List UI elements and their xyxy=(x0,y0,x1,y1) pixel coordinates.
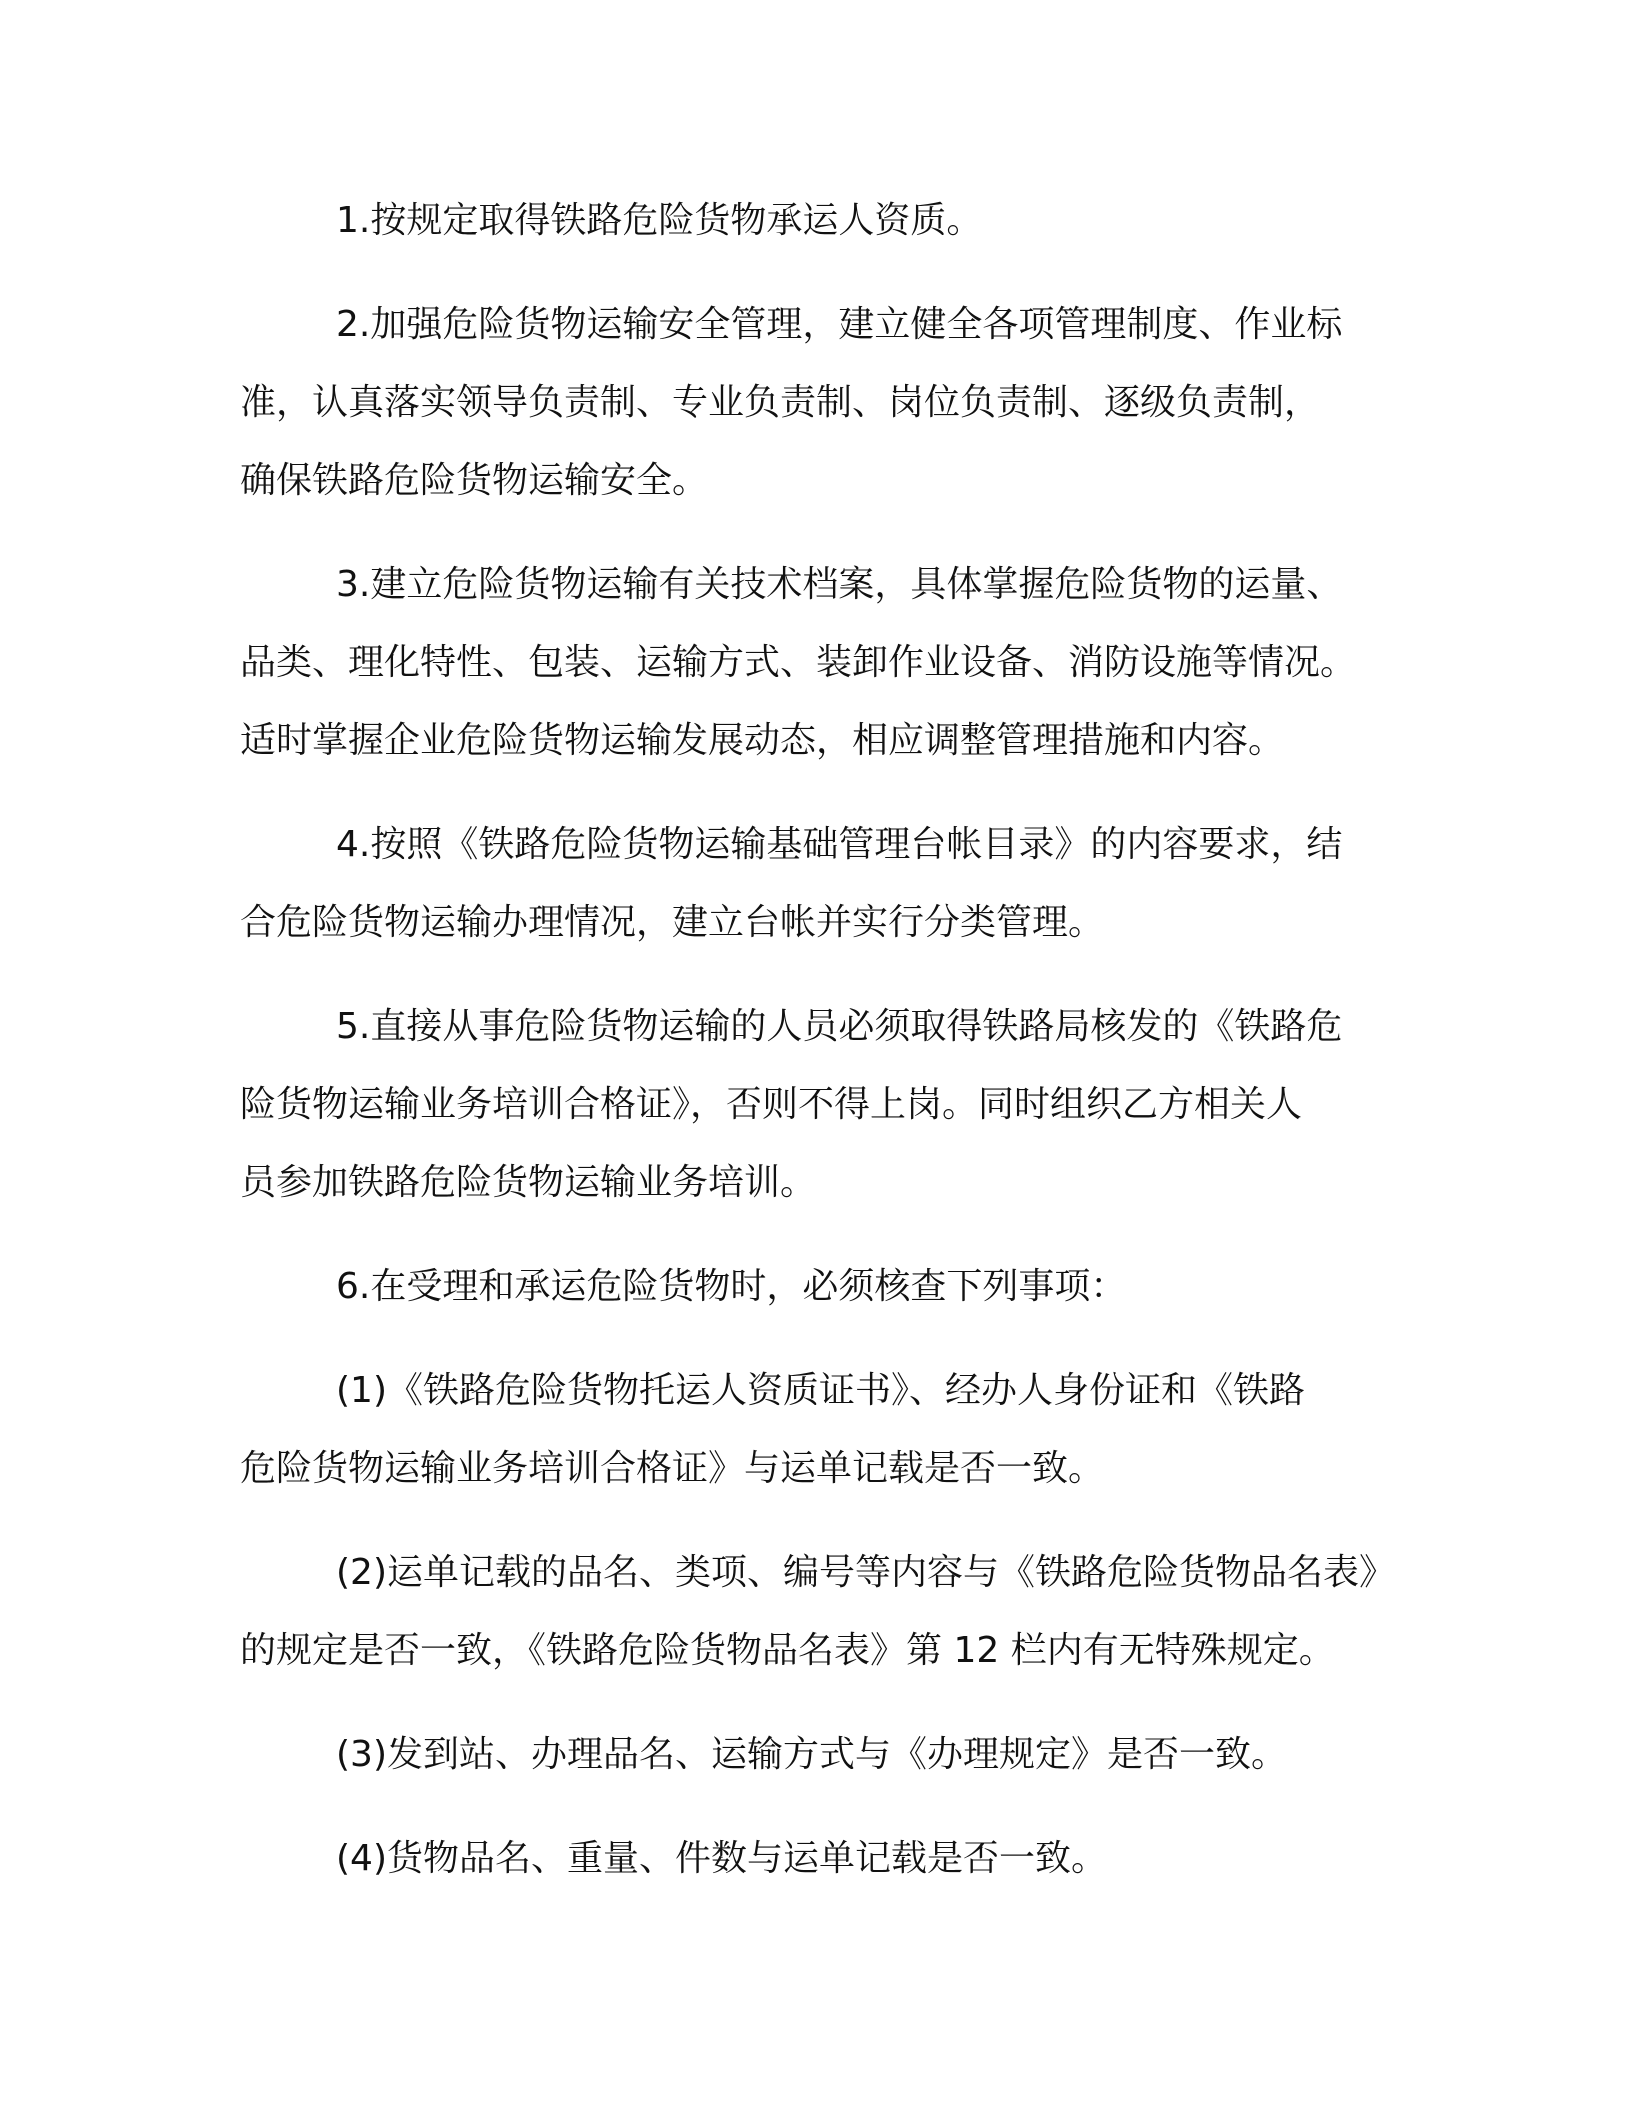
paragraph-line: (3)发到站、办理品名、运输方式与《办理规定》是否一致。 xyxy=(336,1734,1287,1775)
paragraph-line: 3.建立危险货物运输有关技术档案，具体掌握危险货物的运量、 xyxy=(336,564,1343,605)
paragraph-10 xyxy=(240,1820,1408,1898)
paragraph-line: 品类、理化特性、包装、运输方式、装卸作业设备、消防设施等情况。 xyxy=(240,642,1357,683)
paragraph-line: (1)《铁路危险货物托运人资质证书》、经办人身份证和《铁路 xyxy=(336,1370,1305,1411)
paragraph-line: 2.加强危险货物运输安全管理，建立健全各项管理制度、作业标 xyxy=(336,304,1343,345)
paragraph-9 xyxy=(240,1716,1408,1794)
paragraph-5 xyxy=(240,988,1408,1222)
paragraph-1 xyxy=(240,182,1408,260)
paragraph-4 xyxy=(240,806,1408,962)
paragraph-line: (2)运单记载的品名、类项、编号等内容与《铁路危险货物品名表》 xyxy=(336,1552,1395,1593)
paragraph-line: 5.直接从事危险货物运输的人员必须取得铁路局核发的《铁路危 xyxy=(336,1006,1343,1047)
paragraph-line: 6.在受理和承运危险货物时，必须核查下列事项： xyxy=(336,1266,1127,1307)
paragraph-line: 准，认真落实领导负责制、专业负责制、岗位负责制、逐级负责制， xyxy=(240,382,1321,423)
paragraph-line: (4)货物品名、重量、件数与运单记载是否一致。 xyxy=(336,1838,1107,1879)
paragraph-3 xyxy=(240,546,1408,780)
paragraph-6 xyxy=(240,1248,1408,1326)
paragraph-line: 危险货物运输业务培训合格证》与运单记载是否一致。 xyxy=(240,1448,1105,1489)
paragraph-line: 合危险货物运输办理情况，建立台帐并实行分类管理。 xyxy=(240,902,1105,943)
paragraph-line: 4.按照《铁路危险货物运输基础管理台帐目录》的内容要求，结 xyxy=(336,824,1343,865)
paragraph-2 xyxy=(240,286,1408,520)
paragraph-line: 的规定是否一致，《铁路危险货物品名表》第 12 栏内有无特殊规定。 xyxy=(240,1630,1335,1671)
paragraph-line: 员参加铁路危险货物运输业务培训。 xyxy=(240,1162,817,1203)
paragraph-7 xyxy=(240,1352,1408,1508)
paragraph-line: 1.按规定取得铁路危险货物承运人资质。 xyxy=(336,200,983,241)
paragraph-line: 适时掌握企业危险货物运输发展动态，相应调整管理措施和内容。 xyxy=(240,720,1285,761)
paragraph-8 xyxy=(240,1534,1408,1690)
document-body xyxy=(240,182,1408,1924)
paragraph-line: 确保铁路危险货物运输安全。 xyxy=(240,460,709,501)
paragraph-line: 险货物运输业务培训合格证》，否则不得上岗。同时组织乙方相关人 xyxy=(240,1084,1303,1125)
